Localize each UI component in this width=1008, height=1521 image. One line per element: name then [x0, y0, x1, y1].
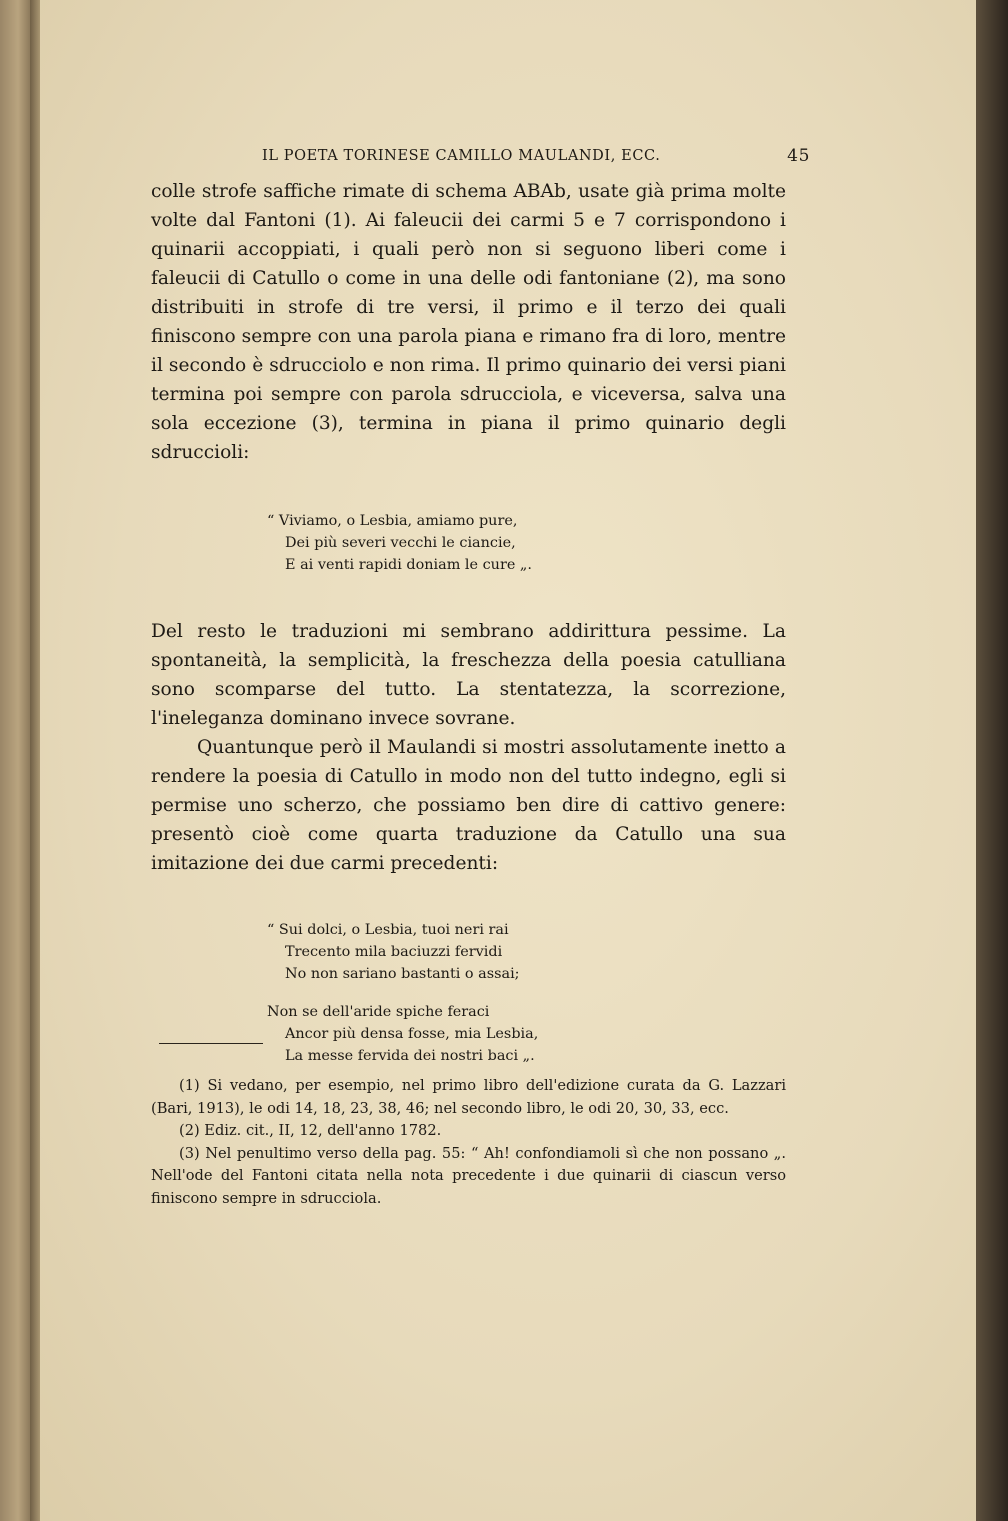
footnote-2: (2) Ediz. cit., II, 12, dell'anno 1782. [179, 1122, 442, 1139]
verse-line: Trecento mila baciuzzi fervidi [285, 944, 503, 960]
paragraph-1: colle strofe saffiche rimate di schema ABAb, usate già prima molte volte dal Fantoni (1). Ai faleucii dei carmi 5 e 7 corrispondono i quinarii accoppiati, i quali però non si seguono liberi come i faleucii di Catullo o come in una delle odi fantoniane (2), ma sono distribuiti in strofe di tre versi, il primo e il terzo dei quali finiscono sempre con una parola piana e rimano fra di loro, mentre il secondo è sdrucciolo e non rima. Il primo quinario dei versi piani termina poi sempre con parola sdrucciola, e viceversa, salva una sola eccezione (3), termina in piana il primo quinario degli sdruccioli: [151, 181, 786, 463]
paragraph-2: Del resto le traduzioni mi sembrano addirittura pessime. La spontaneità, la semplicità, la freschezza della poesia catulliana sono scomparse del tutto. La stentatezza, la scorrezione, l'ineleganza dominano invece sovrane. [151, 621, 786, 729]
verse-line: La messe fervida dei nostri baci „. [285, 1048, 535, 1064]
verse-quote-2 [151, 919, 786, 1067]
verse-line: Ancor più densa fosse, mia Lesbia, [285, 1026, 539, 1042]
book-gutter [30, 0, 40, 1521]
verse-quote-1 [151, 510, 786, 576]
verse-line: Non se dell'aride spiche feraci [267, 1004, 490, 1020]
facing-page-edge [0, 0, 30, 1521]
verse-line: No non sariano bastanti o assai; [285, 966, 520, 982]
running-title: IL POETA TORINESE CAMILLO MAULANDI, ECC. [262, 148, 661, 164]
verse-line: E ai venti rapidi doniam le cure „. [285, 557, 532, 573]
footnote-3: (3) Nel penultimo verso della pag. 55: “ Ah! confondiamoli sì che non possano „. Nell'ode del Fantoni citata nella nota precedente i due quinarii di ciascun verso finiscono sempre in sdrucciola. [151, 1144, 786, 1207]
footnote-1: (1) Si vedano, per esempio, nel primo libro dell'edizione curata da G. Lazzari (Bari, 1913), le odi 14, 18, 23, 38, 46; nel secondo libro, le odi 20, 30, 33, ecc. [151, 1077, 786, 1117]
verse-line: Dei più severi vecchi le ciancie, [285, 535, 516, 551]
page-number: 45 [787, 146, 810, 166]
page [40, 0, 976, 1521]
main-text [151, 177, 786, 1067]
footnotes [151, 1075, 786, 1210]
verse-line: “ Viviamo, o Lesbia, amiamo pure, [267, 513, 518, 529]
running-header [262, 146, 810, 170]
page-edge-shadow [976, 0, 1008, 1521]
paragraph-3: Quantunque però il Maulandi si mostri assolutamente inetto a rendere la poesia di Catullo in modo non del tutto indegno, egli si permise uno scherzo, che possiamo ben dire di cattivo genere: presentò cioè come quarta traduzione da Catullo una sua imitazione dei due carmi precedenti: [151, 737, 786, 874]
verse-line: “ Sui dolci, o Lesbia, tuoi neri rai [267, 922, 509, 938]
stanza-break [267, 985, 786, 1001]
footnote-separator [159, 1043, 263, 1044]
